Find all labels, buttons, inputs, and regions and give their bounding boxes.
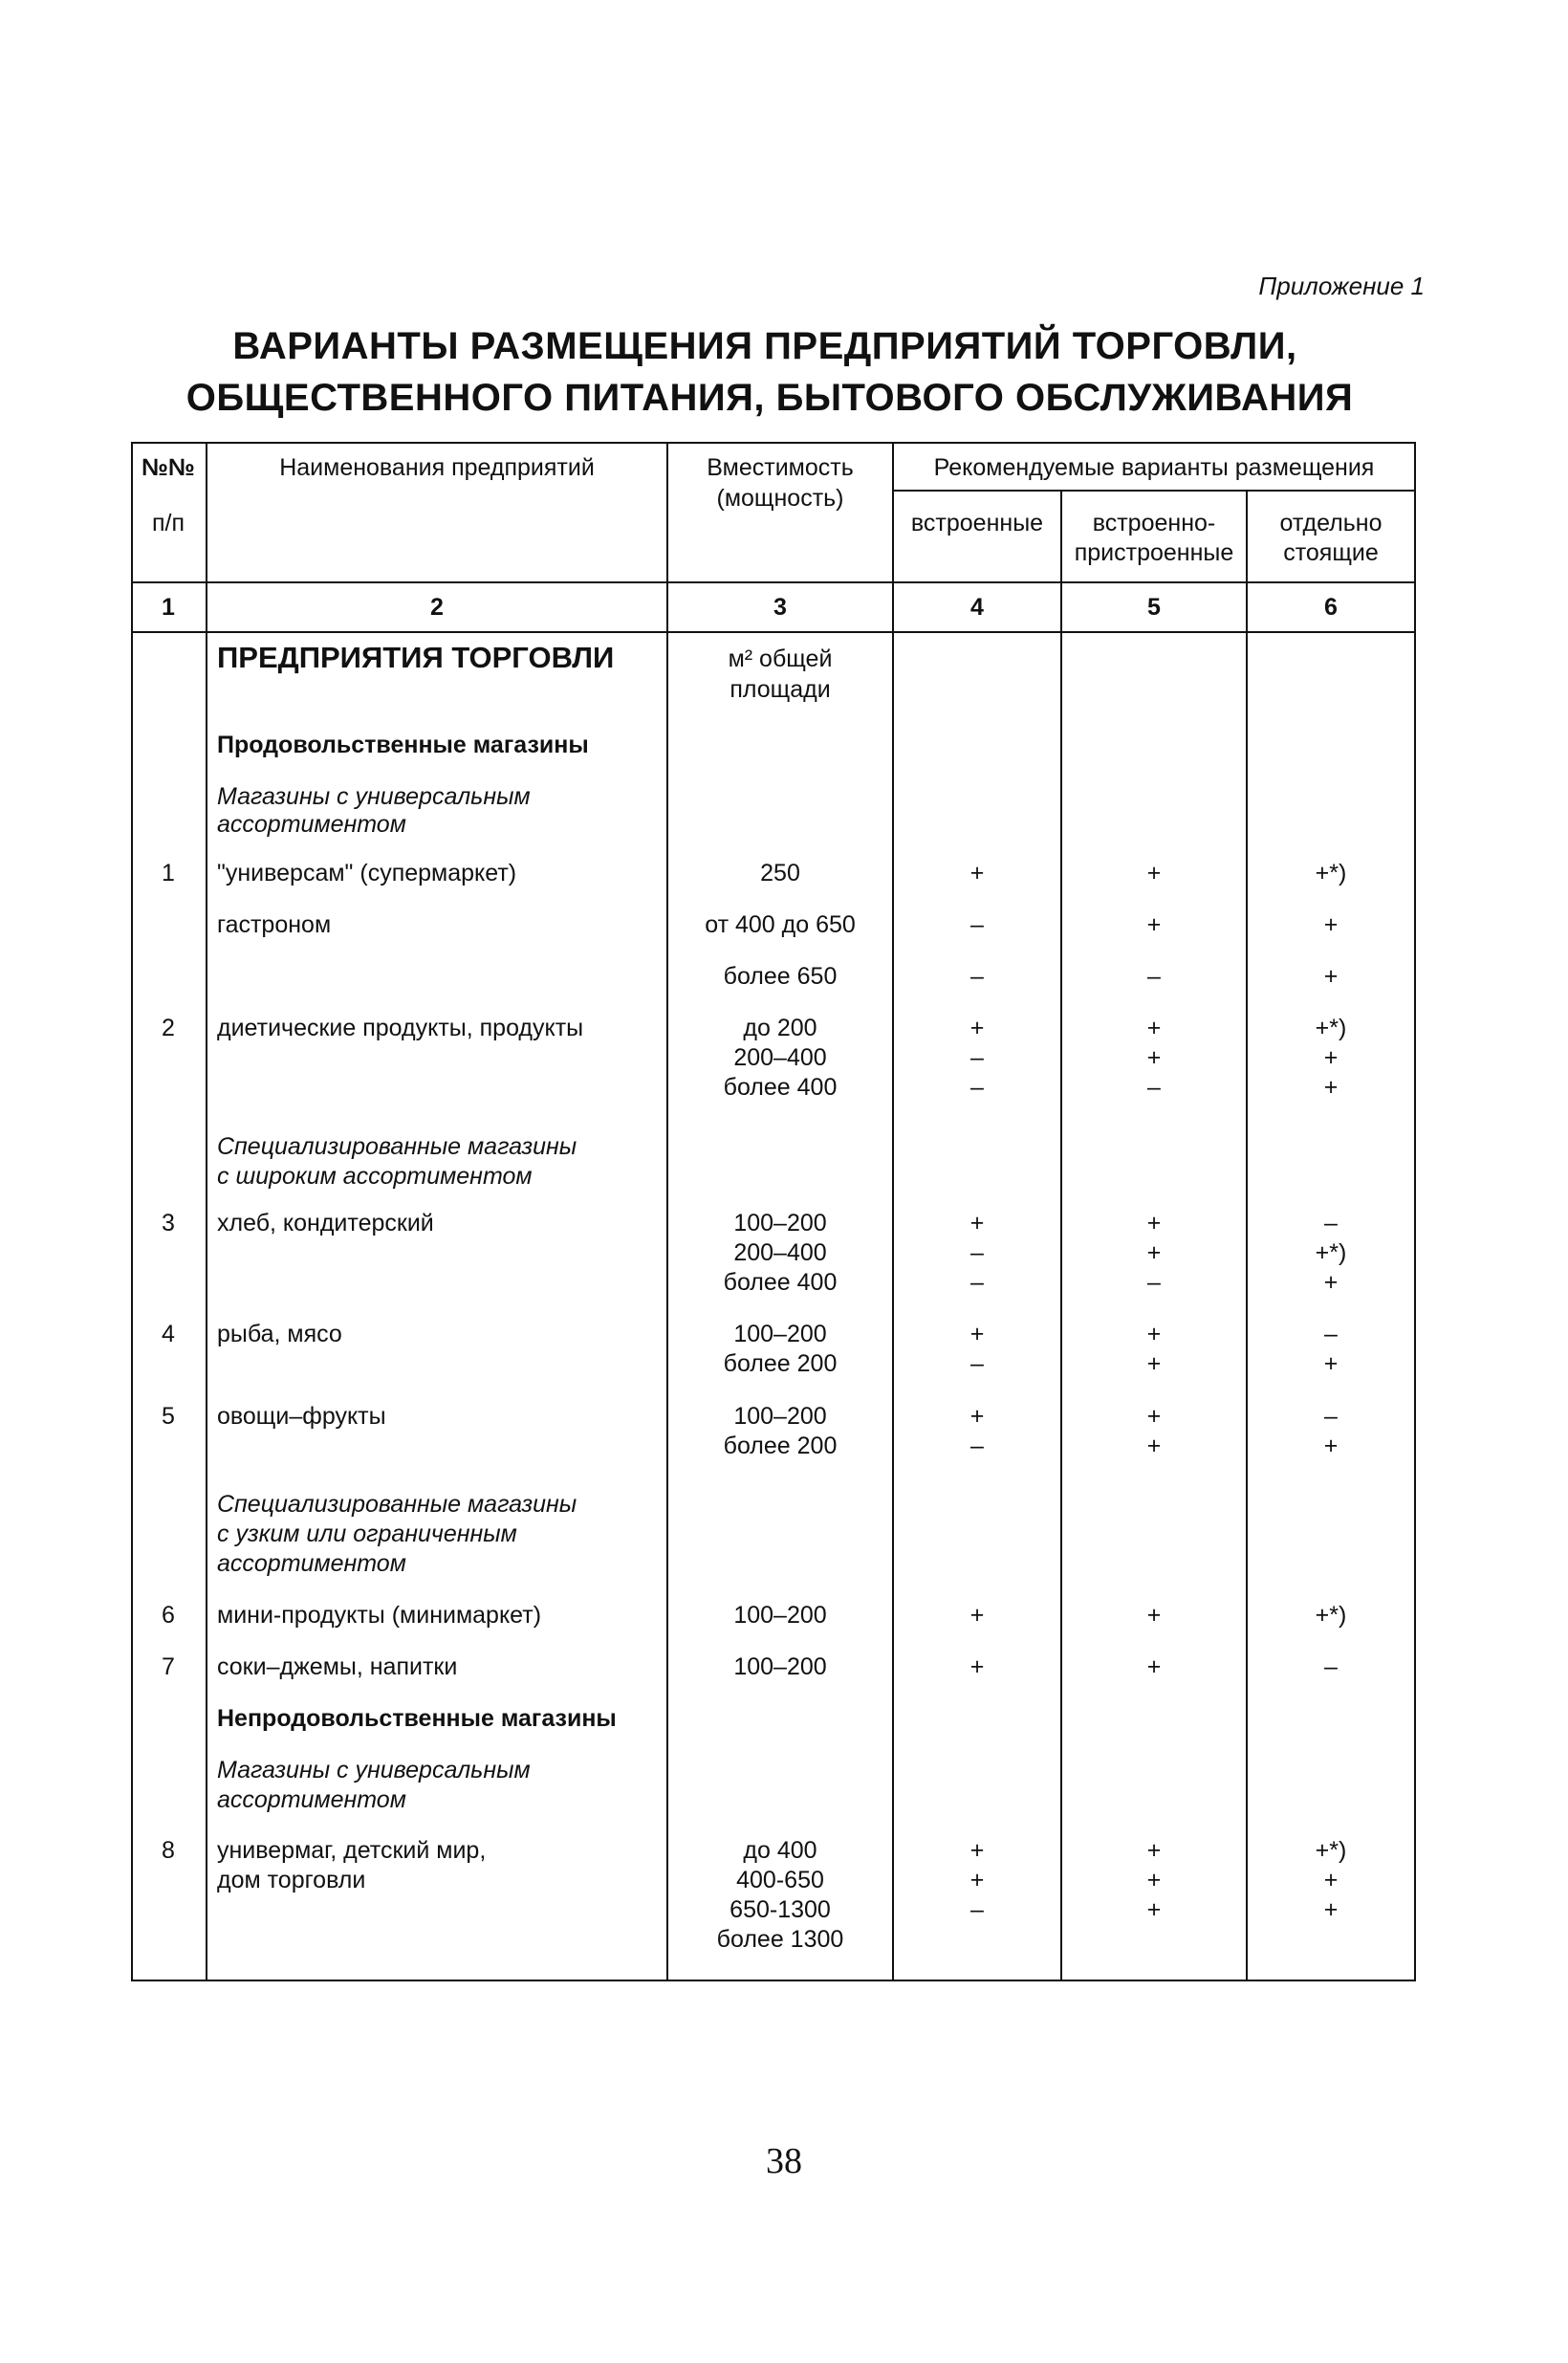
colnum-2: 2 <box>430 594 444 621</box>
col-divider-1 <box>206 442 207 1981</box>
row3-builtin-c: – <box>970 1269 984 1296</box>
row4-builtin-a: + <box>969 1321 985 1347</box>
row4-capacity-b: более 200 <box>723 1350 838 1377</box>
row3-capacity-a: 100–200 <box>733 1210 827 1236</box>
row1-name: "универсам" (супермаркет) <box>217 860 517 886</box>
row-gastronom-standalone: + <box>1323 911 1339 938</box>
row6-num: 6 <box>162 1602 175 1629</box>
subgroup-wide: Специализированные магазины <box>217 1133 577 1160</box>
row1-capacity: 250 <box>760 860 800 886</box>
row6-builtin: + <box>969 1602 985 1629</box>
row1-attached: + <box>1146 860 1162 886</box>
unit-label: м² общей <box>728 645 833 672</box>
row8-capacity-b: 400-650 <box>736 1867 824 1893</box>
row4-builtin-b: – <box>970 1350 984 1377</box>
table-border-bottom <box>131 1980 1416 1981</box>
row3-builtin-b: – <box>970 1239 984 1266</box>
row3-attached-b: + <box>1146 1239 1162 1266</box>
row8-builtin-c: – <box>970 1896 984 1923</box>
group-nonfood: Непродовольственные магазины <box>217 1705 617 1732</box>
row5-builtin-a: + <box>969 1403 985 1430</box>
header-name: Наименования предприятий <box>279 454 595 481</box>
row-over650-capacity: более 650 <box>723 963 838 990</box>
rule-under-recommended <box>892 490 1416 492</box>
row3-standalone-a: – <box>1324 1210 1338 1236</box>
header-standalone-sub: стоящие <box>1283 539 1379 566</box>
row-over650-standalone: + <box>1323 963 1339 990</box>
row8-num: 8 <box>162 1837 175 1864</box>
row7-name: соки–джемы, напитки <box>217 1653 458 1680</box>
row2-name: диетические продукты, продукты <box>217 1015 584 1041</box>
row2-num: 2 <box>162 1015 175 1041</box>
colnum-6: 6 <box>1324 594 1338 621</box>
row2-builtin-a: + <box>969 1015 985 1041</box>
row6-attached: + <box>1146 1602 1162 1629</box>
row8-attached-a: + <box>1146 1837 1162 1864</box>
row5-standalone-b: + <box>1323 1433 1339 1459</box>
row3-standalone-b: +*) <box>1315 1239 1347 1266</box>
unit-label-sub: площади <box>730 676 831 703</box>
rule-under-header <box>131 581 1416 583</box>
row1-standalone: +*) <box>1315 860 1347 886</box>
row4-attached-a: + <box>1146 1321 1162 1347</box>
subgroup-narrow: Специализированные магазины <box>217 1491 577 1518</box>
row-over650-builtin: – <box>970 963 984 990</box>
row-gastronom-name: гастроном <box>217 911 332 938</box>
row2-attached-a: + <box>1146 1015 1162 1041</box>
row2-capacity-a: до 200 <box>743 1015 817 1041</box>
header-builtin-attached: встроенно- <box>1092 510 1216 536</box>
row8-builtin-b: + <box>969 1867 985 1893</box>
row2-standalone-a: +*) <box>1315 1015 1347 1041</box>
row8-standalone-a: +*) <box>1315 1837 1347 1864</box>
row7-builtin: + <box>969 1653 985 1680</box>
row8-capacity-a: до 400 <box>743 1837 817 1864</box>
subgroup-universal: Магазины с универсальным <box>217 783 531 810</box>
row8-standalone-b: + <box>1323 1867 1339 1893</box>
header-capacity-sub: (мощность) <box>716 485 844 512</box>
header-standalone: отдельно <box>1279 510 1383 536</box>
row8-name: универмаг, детский мир, <box>217 1837 487 1864</box>
row3-name: хлеб, кондитерский <box>217 1210 434 1236</box>
row2-attached-c: – <box>1147 1074 1161 1101</box>
row3-standalone-c: + <box>1323 1269 1339 1296</box>
row8-standalone-c: + <box>1323 1896 1339 1923</box>
row5-builtin-b: – <box>970 1433 984 1459</box>
row-over650-attached: – <box>1147 963 1161 990</box>
row5-num: 5 <box>162 1403 175 1430</box>
row5-attached-b: + <box>1146 1433 1162 1459</box>
row3-attached-c: – <box>1147 1269 1161 1296</box>
row3-num: 3 <box>162 1210 175 1236</box>
row2-capacity-b: 200–400 <box>733 1044 827 1071</box>
row7-standalone: – <box>1324 1653 1338 1680</box>
header-recommended: Рекомендуемые варианты размещения <box>933 454 1375 481</box>
row8-capacity-d: более 1300 <box>716 1926 844 1953</box>
colnum-4: 4 <box>970 594 984 621</box>
row3-attached-a: + <box>1146 1210 1162 1236</box>
row2-attached-b: + <box>1146 1044 1162 1071</box>
row3-capacity-b: 200–400 <box>733 1239 827 1266</box>
row-gastronom-capacity: от 400 до 650 <box>705 911 856 938</box>
row2-builtin-c: – <box>970 1074 984 1101</box>
header-num: №№ <box>142 454 195 481</box>
row3-builtin-a: + <box>969 1210 985 1236</box>
row6-name: мини-продукты (минимаркет) <box>217 1602 542 1629</box>
document-title-line2: ОБЩЕСТВЕННОГО ПИТАНИЯ, БЫТОВОГО ОБСЛУЖИВАНИЯ <box>185 377 1354 419</box>
colnum-5: 5 <box>1147 594 1161 621</box>
table-border-top <box>131 442 1416 444</box>
row8-capacity-c: 650-1300 <box>730 1896 831 1923</box>
document-title-line1: ВАРИАНТЫ РАЗМЕЩЕНИЯ ПРЕДПРИЯТИЙ ТОРГОВЛИ, <box>232 325 1297 367</box>
header-capacity: Вместимость <box>707 454 854 481</box>
row8-name-sub: дом торговли <box>217 1867 366 1893</box>
row2-builtin-b: – <box>970 1044 984 1071</box>
row2-capacity-c: более 400 <box>723 1074 838 1101</box>
row2-standalone-c: + <box>1323 1074 1339 1101</box>
row4-standalone-a: – <box>1324 1321 1338 1347</box>
row4-attached-b: + <box>1146 1350 1162 1377</box>
row6-standalone: +*) <box>1315 1602 1347 1629</box>
row4-capacity-a: 100–200 <box>733 1321 827 1347</box>
row5-attached-a: + <box>1146 1403 1162 1430</box>
header-num-sub: п/п <box>151 510 185 536</box>
row5-standalone-a: – <box>1324 1403 1338 1430</box>
subgroup-narrow-sub2: ассортиментом <box>217 1550 406 1577</box>
row8-attached-b: + <box>1146 1867 1162 1893</box>
header-builtin-attached-sub: пристроенные <box>1074 539 1234 566</box>
row8-attached-c: + <box>1146 1896 1162 1923</box>
section-title: ПРЕДПРИЯТИЯ ТОРГОВЛИ <box>217 641 615 674</box>
subgroup-universal2: Магазины с универсальным <box>217 1757 531 1783</box>
row4-standalone-b: + <box>1323 1350 1339 1377</box>
colnum-1: 1 <box>162 594 175 621</box>
row1-builtin: + <box>969 860 985 886</box>
row7-attached: + <box>1146 1653 1162 1680</box>
col-border-right <box>1414 442 1416 1981</box>
subgroup-narrow-sub: с узким или ограниченным <box>217 1521 517 1547</box>
header-builtin: встроенные <box>910 510 1044 536</box>
row5-capacity-b: более 200 <box>723 1433 838 1459</box>
placement-table <box>131 442 1416 1981</box>
appendix-label: Приложение 1 <box>1258 272 1425 300</box>
subgroup-universal-sub: ассортиментом <box>217 811 406 838</box>
subgroup-universal2-sub: ассортиментом <box>217 1786 406 1813</box>
row5-capacity-a: 100–200 <box>733 1403 827 1430</box>
row5-name: овощи–фрукты <box>217 1403 386 1430</box>
colnum-3: 3 <box>773 594 787 621</box>
row8-builtin-a: + <box>969 1837 985 1864</box>
row3-capacity-c: более 400 <box>723 1269 838 1296</box>
row7-num: 7 <box>162 1653 175 1680</box>
page-number: 38 <box>766 2141 802 2181</box>
row7-capacity: 100–200 <box>733 1653 827 1680</box>
row-gastronom-builtin: – <box>970 911 984 938</box>
row-gastronom-attached: + <box>1146 911 1162 938</box>
group-food: Продовольственные магазины <box>217 732 589 758</box>
row1-num: 1 <box>162 860 175 886</box>
rule-under-colnums <box>131 631 1416 633</box>
subgroup-wide-sub: с широким ассортиментом <box>217 1163 533 1190</box>
row6-capacity: 100–200 <box>733 1602 827 1629</box>
row4-name: рыба, мясо <box>217 1321 342 1347</box>
row4-num: 4 <box>162 1321 175 1347</box>
row2-standalone-b: + <box>1323 1044 1339 1071</box>
